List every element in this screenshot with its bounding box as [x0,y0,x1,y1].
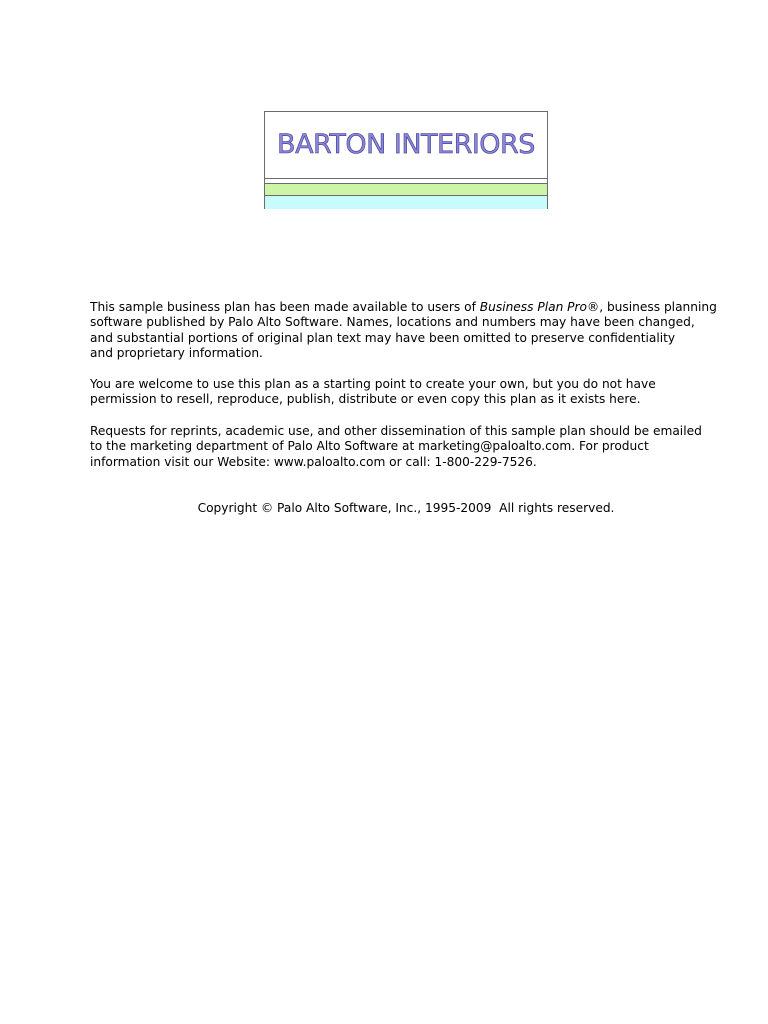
disclaimer-paragraph-requests: Requests for reprints, academic use, and other dissemination of this sample plan should be emailed to the marketing department of Palo Alto Software at marketing@paloalto.com. For product information visit our Website: www.paloalto.com or call: 1-800-229-7526. [90,424,702,469]
logo-stripe-cyan [265,195,547,209]
logo-text: BARTON INTERIORS [277,129,535,160]
copyright-notice: Copyright © Palo Alto Software, Inc., 1995-2009 All rights reserved. [197,501,615,515]
paragraph-text: This sample business plan has been made available to users of [90,300,480,314]
logo-stripe-green [265,183,547,195]
paragraph-text: ®, business planning software published by Palo Alto Software. Names, locations and numbers may have been changed, and substantial portions of original plan text may have been omitted to preserve confidentiality and proprietary information. [90,300,717,361]
disclaimer-paragraph-usage [90,300,740,362]
company-logo [264,111,548,209]
disclaimer-paragraph-permission: You are welcome to use this plan as a starting point to create your own, but you do not have permission to resell, reproduce, publish, distribute or even copy this plan as it exists here. [90,377,656,407]
product-name: Business Plan Pro [479,300,588,314]
